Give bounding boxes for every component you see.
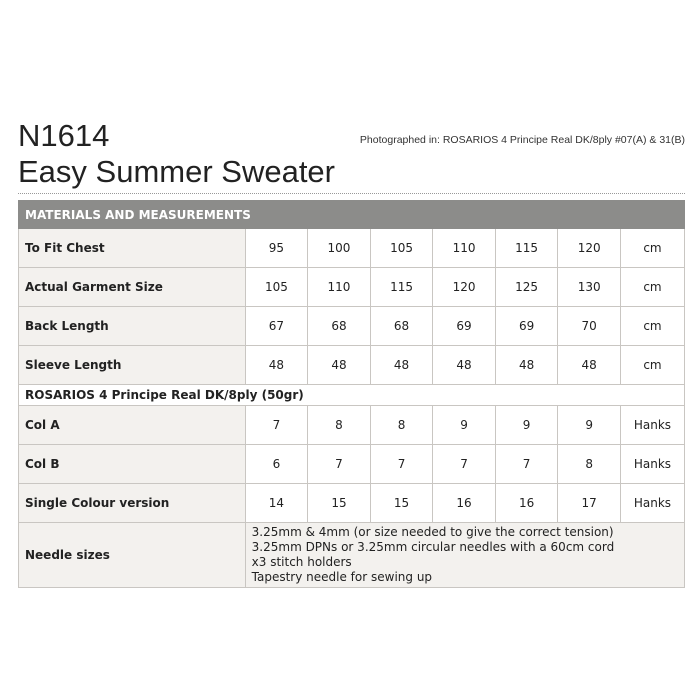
size-value: 115	[370, 268, 433, 307]
size-value: 110	[308, 268, 371, 307]
needle-row	[19, 523, 685, 588]
size-value: 15	[308, 484, 371, 523]
size-value: 48	[433, 346, 496, 385]
size-value: 7	[370, 445, 433, 484]
unit: Hanks	[620, 406, 684, 445]
table-heading: MATERIALS AND MEASUREMENTS	[19, 201, 685, 229]
size-value: 105	[370, 229, 433, 268]
divider	[18, 193, 685, 194]
size-value: 15	[370, 484, 433, 523]
size-value: 68	[308, 307, 371, 346]
size-value: 7	[308, 445, 371, 484]
table-row	[19, 307, 685, 346]
table-row	[19, 268, 685, 307]
row-label: Actual Garment Size	[19, 268, 246, 307]
size-value: 7	[433, 445, 496, 484]
table-row	[19, 445, 685, 484]
yarn-heading: ROSARIOS 4 Principe Real DK/8ply (50gr)	[19, 385, 685, 406]
table-row	[19, 406, 685, 445]
size-value: 69	[495, 307, 558, 346]
row-label: Back Length	[19, 307, 246, 346]
size-value: 6	[245, 445, 308, 484]
table-row	[19, 484, 685, 523]
size-value: 69	[433, 307, 496, 346]
row-label: Sleeve Length	[19, 346, 246, 385]
size-value: 8	[308, 406, 371, 445]
size-value: 105	[245, 268, 308, 307]
needle-item: Tapestry needle for sewing up	[251, 570, 433, 584]
unit: cm	[620, 229, 684, 268]
unit: cm	[620, 346, 684, 385]
unit: Hanks	[620, 445, 684, 484]
unit: cm	[620, 307, 684, 346]
size-value: 8	[370, 406, 433, 445]
size-value: 7	[495, 445, 558, 484]
row-label: Col A	[19, 406, 246, 445]
pattern-code: N1614	[18, 118, 110, 153]
needle-item: 3.25mm DPNs or 3.25mm circular needles with a 60cm cord	[251, 540, 615, 554]
size-value: 48	[495, 346, 558, 385]
pattern-title: Easy Summer Sweater	[18, 154, 335, 189]
size-value: 110	[433, 229, 496, 268]
size-value: 9	[433, 406, 496, 445]
size-value: 115	[495, 229, 558, 268]
size-value: 120	[433, 268, 496, 307]
table-row	[19, 346, 685, 385]
photographed-in-note: Photographed in: ROSARIOS 4 Principe Real DK/8ply #07(A) & 31(B)	[359, 134, 685, 146]
size-value: 48	[308, 346, 371, 385]
row-label: To Fit Chest	[19, 229, 246, 268]
size-value: 14	[245, 484, 308, 523]
size-value: 48	[245, 346, 308, 385]
size-value: 125	[495, 268, 558, 307]
size-value: 68	[370, 307, 433, 346]
size-value: 48	[370, 346, 433, 385]
unit: Hanks	[620, 484, 684, 523]
table-row	[19, 229, 685, 268]
size-value: 16	[433, 484, 496, 523]
size-value: 7	[245, 406, 308, 445]
row-label: Needle sizes	[19, 523, 246, 588]
needle-item: 3.25mm & 4mm (or size needed to give the correct tension)	[251, 525, 614, 539]
size-value: 70	[558, 307, 621, 346]
size-value: 67	[245, 307, 308, 346]
size-value: 120	[558, 229, 621, 268]
needle-item: x3 stitch holders	[251, 555, 352, 569]
unit: cm	[620, 268, 684, 307]
yarn-heading-row	[19, 385, 685, 406]
size-value: 9	[558, 406, 621, 445]
size-value: 9	[495, 406, 558, 445]
size-value: 48	[558, 346, 621, 385]
row-label: Col B	[19, 445, 246, 484]
size-value: 17	[558, 484, 621, 523]
size-value: 95	[245, 229, 308, 268]
size-value: 130	[558, 268, 621, 307]
size-value: 100	[308, 229, 371, 268]
materials-table	[18, 200, 685, 588]
needle-list	[245, 523, 684, 588]
size-value: 16	[495, 484, 558, 523]
row-label: Single Colour version	[19, 484, 246, 523]
size-value: 8	[558, 445, 621, 484]
